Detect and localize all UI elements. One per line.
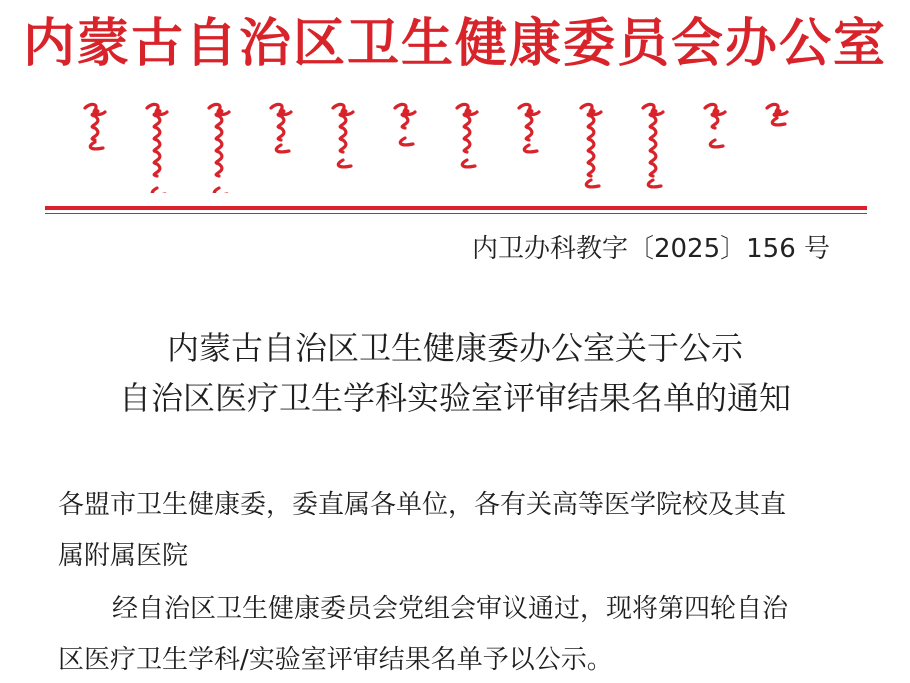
recipients-line-2: 属附属医院 (58, 541, 189, 571)
document-number: 内卫办科教字〔2025〕156 号 (471, 234, 830, 264)
body-paragraph-line-1: 经自治区卫生健康委员会党组会审议通过，现将第四轮自治 (112, 594, 789, 624)
letterhead-rule-thin (45, 213, 867, 214)
document-title-line-2: 自治区医疗卫生学科实验室评审结果名单的通知 (118, 379, 791, 417)
letterhead-rule-thick (45, 206, 867, 210)
body-paragraph-line-2: 区医疗卫生学科/实验室评审结果名单予以公示。 (58, 645, 613, 675)
document-title-line-1: 内蒙古自治区卫生健康委办公室关于公示 (166, 329, 743, 367)
mongolian-script-emblem (75, 98, 835, 193)
recipients-line-1: 各盟市卫生健康委，委直属各单位，各有关高等医学院校及其直 (58, 490, 787, 520)
letterhead-title: 内蒙古自治区卫生健康委员会办公室 (22, 13, 887, 74)
